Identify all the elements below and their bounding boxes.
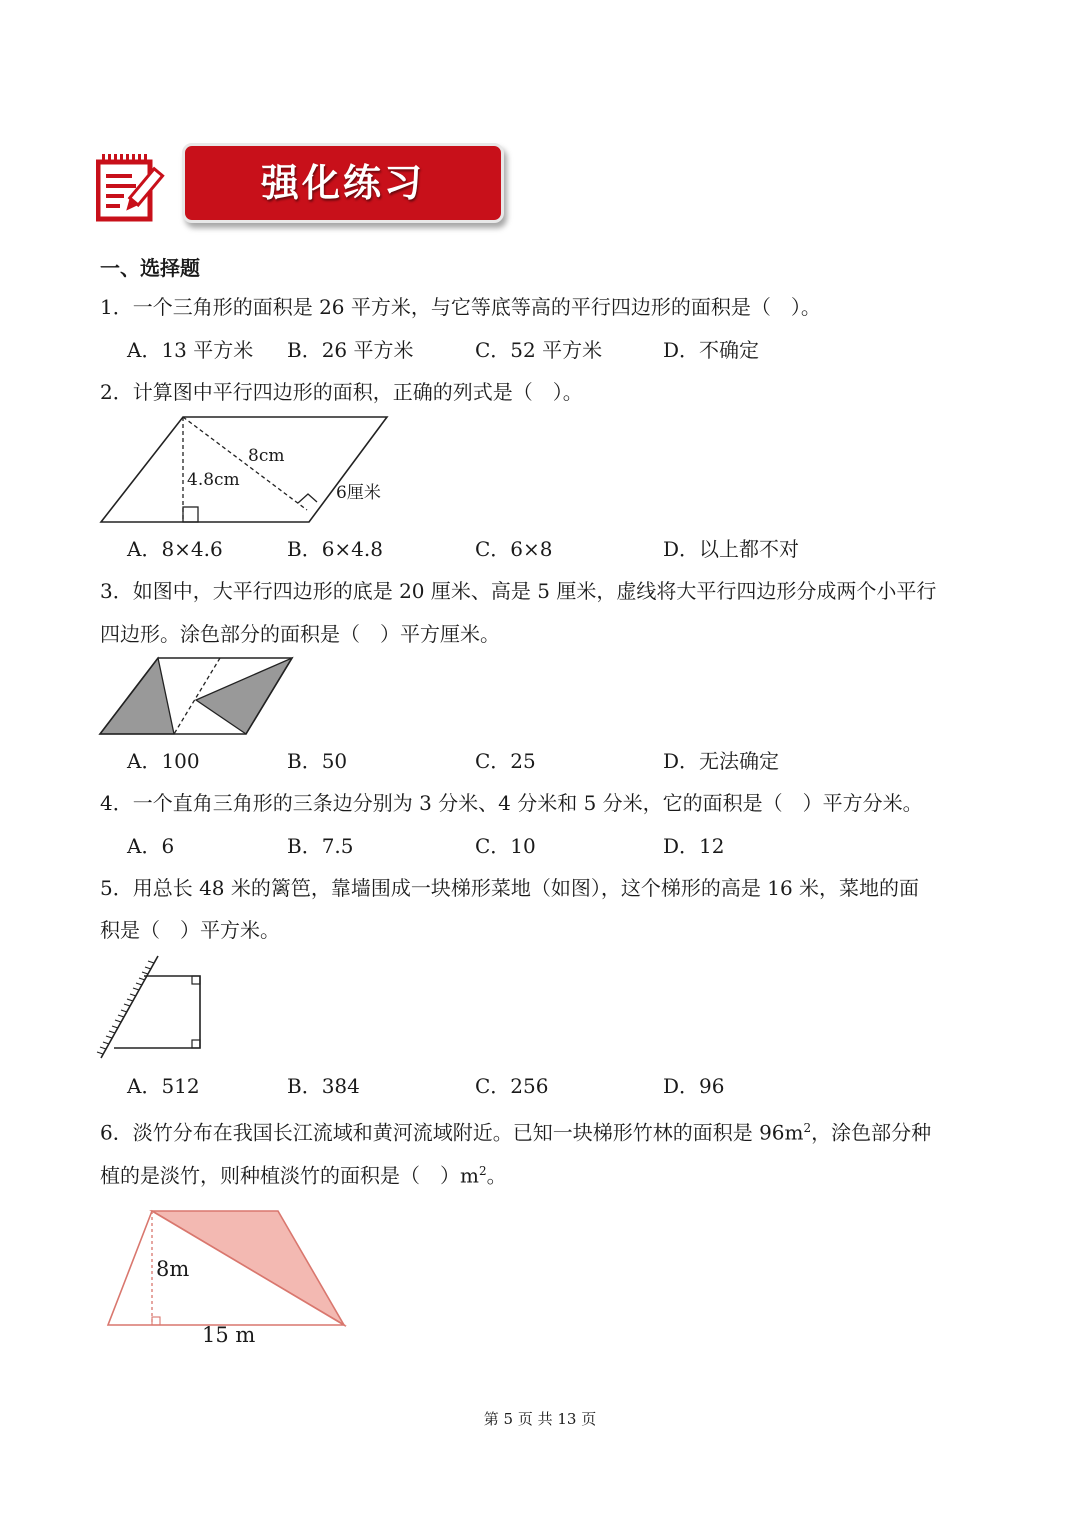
q5-option-b: B．384 <box>287 1074 360 1098</box>
q4-option-a: A．6 <box>127 834 175 858</box>
page-footer: 第 5 页 共 13 页 <box>483 1410 597 1428</box>
q1-option-d: D．不确定 <box>663 338 760 362</box>
q2-option-b: B．6×4.8 <box>287 537 383 561</box>
q2-parallelogram-figure <box>95 410 395 530</box>
q6-label-height: 8m <box>156 1257 190 1281</box>
q1-option-c: C．52 平方米 <box>475 338 603 362</box>
q6-sup1: 2 <box>803 1121 812 1135</box>
q6-trapezoid-bamboo-figure <box>102 1205 352 1355</box>
q2-option-c: C．6×8 <box>475 537 553 561</box>
q1-option-a: A．13 平方米 <box>127 338 254 362</box>
q1-option-b: B．26 平方米 <box>287 338 414 362</box>
q2-label-diagonal: 8cm <box>248 446 285 466</box>
q2-stem: 2．计算图中平行四边形的面积，正确的列式是（ ）。 <box>100 380 583 404</box>
q3-stem-line1: 3．如图中，大平行四边形的底是 20 厘米、高是 5 厘米，虚线将大平行四边形分成两个小平行 <box>100 579 937 603</box>
q2-option-a: A．8×4.6 <box>127 537 223 561</box>
q2-label-height: 4.8cm <box>187 470 240 490</box>
banner-title: 强化练习 <box>260 161 425 205</box>
q5-option-c: C．256 <box>475 1074 549 1098</box>
q6-stem-line2: 植的是淡竹，则种植淡竹的面积是（ ）$m^2$。 <box>100 1163 507 1188</box>
q3-stem-line2: 四边形。涂色部分的面积是（ ）平方厘米。 <box>100 622 500 646</box>
q4-option-b: B．7.5 <box>287 834 354 858</box>
section-title: 一、选择题 <box>100 256 200 280</box>
q5-stem-line2: 积是（ ）平方米。 <box>100 918 280 942</box>
q6-label-base: 15 m <box>202 1323 256 1347</box>
q5-option-a: A．512 <box>127 1074 200 1098</box>
q4-option-c: C．10 <box>475 834 536 858</box>
q4-option-d: D．12 <box>663 834 725 858</box>
q5-stem-line1: 5．用总长 48 米的篱笆，靠墙围成一块梯形菜地（如图），这个梯形的高是 16 米，菜地的面 <box>100 876 920 900</box>
q2-option-d: D．以上都不对 <box>663 537 800 561</box>
q5-option-d: D．96 <box>663 1074 725 1098</box>
q6-sup2: 2 <box>478 1164 487 1178</box>
q4-stem: 4．一个直角三角形的三条边分别为 3 分米、4 分米和 5 分米，它的面积是（ ）平方分米。 <box>100 791 923 815</box>
q3-option-c: C．25 <box>475 749 536 773</box>
section-banner <box>182 143 504 223</box>
q3-shaded-parallelogram-figure <box>96 654 298 738</box>
q3-option-b: B．50 <box>287 749 348 773</box>
q3-option-a: A．100 <box>127 749 200 773</box>
q1-stem: 1．一个三角形的面积是 26 平方米，与它等底等高的平行四边形的面积是（ ）。 <box>100 295 821 319</box>
notepad-pencil-icon <box>96 152 176 222</box>
q6-stem-line1: 6．淡竹分布在我国长江流域和黄河流域附近。已知一块梯形竹林的面积是 $96m^2$，涂色部分种 <box>100 1120 932 1145</box>
q2-label-side: 6厘米 <box>336 483 381 503</box>
q3-option-d: D．无法确定 <box>663 749 780 773</box>
q5-trapezoid-wall-figure <box>96 952 206 1062</box>
